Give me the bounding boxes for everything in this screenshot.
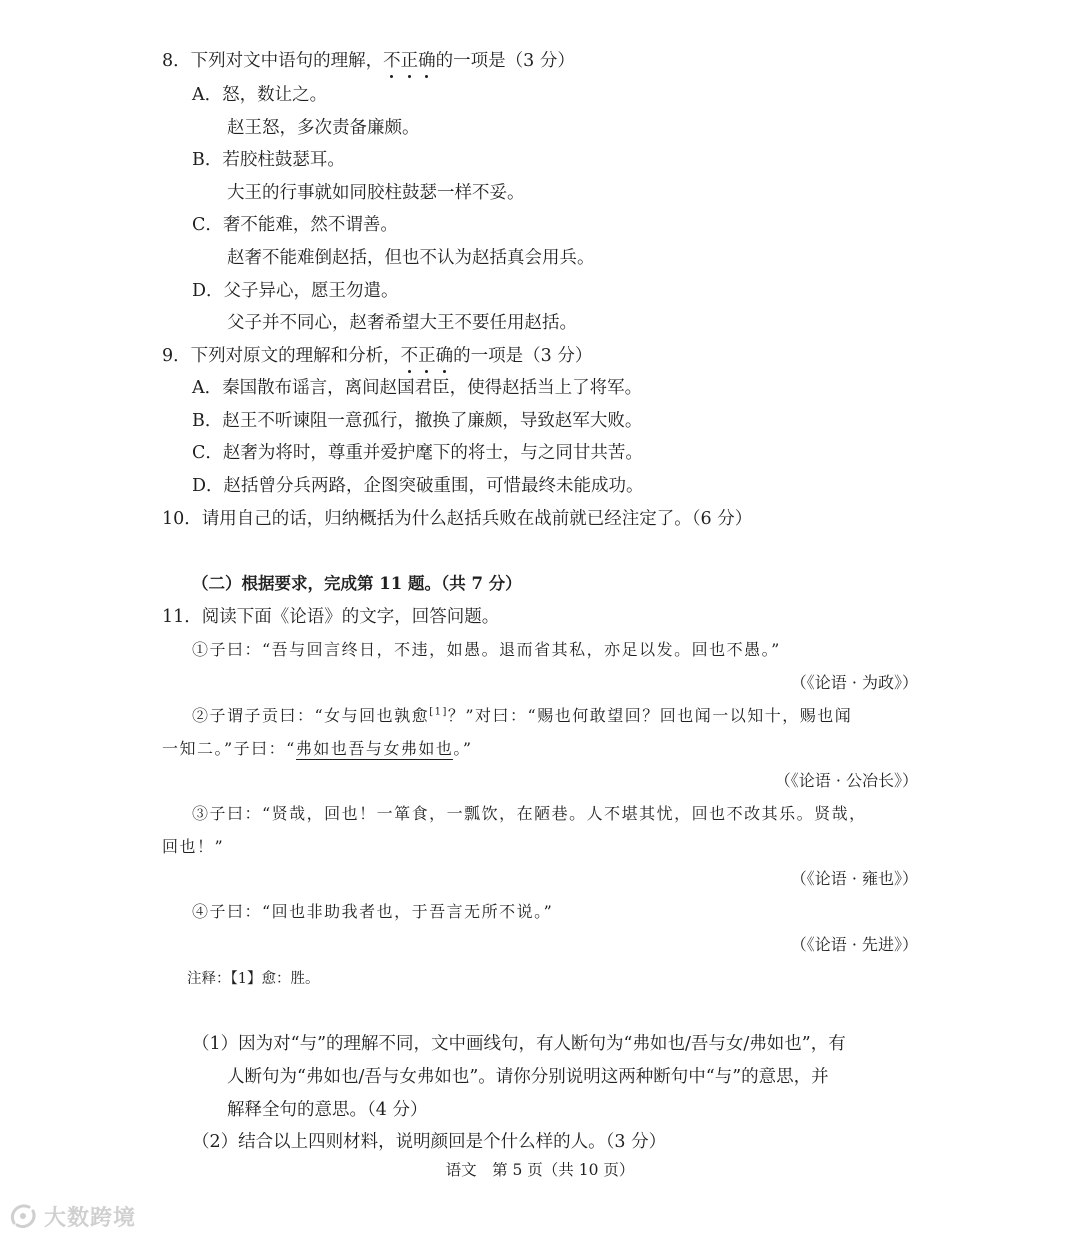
emphasis-dot: 正 [400,51,419,71]
section-heading: （二）根据要求，完成第 11 题。（共 7 分） [192,574,522,593]
footnote: 注释：【1】愈：胜。 [187,971,320,987]
q9-option-b: B．赵王不听谏阻一意孤行，撤换了廉颇，导致赵军大败。 [192,411,643,431]
emphasis-dot: 不 [383,51,401,71]
underlined-sentence: 弗如也吾与女弗如也 [295,739,454,758]
q8-option-a-translation: 赵王怒，多次责备廉颇。 [227,118,420,138]
passage-4-source: （《论语 · 先进》） [790,935,918,954]
emphasis-dot: 确 [435,346,454,366]
passage-2-line-1: ②子谓子贡曰：“女与回也孰愈[1]？”对曰：“赐也何敢望回？回也闻一以知十，赐也闻 [192,706,853,725]
q8-option-d: D．父子异心，愿王勿遣。 [192,281,399,301]
q9-option-d: D．赵括曾分兵两路，企图突破重围，可惜最终未能成功。 [192,476,644,496]
q8-option-c: C．奢不能难，然不谓善。 [192,215,398,235]
emphasis-dot: 正 [418,346,436,366]
q8-option-c-translation: 赵奢不能难倒赵括，但也不认为赵括真会用兵。 [227,248,595,268]
watermark [8,1198,136,1234]
passage-3-source: （《论语 · 雍也》） [790,869,918,888]
q8-option-b: B．若胶柱鼓瑟耳。 [192,150,345,170]
q10-stem: 10．请用自己的话，归纳概括为什么赵括兵败在战前就已经注定了。（6 分） [162,509,753,529]
passage-3-line-1: ③子曰：“贤哉，回也！一箪食，一瓢饮，在陋巷。人不堪其忧，回也不改其乐。贤哉， [192,804,867,823]
q11-sub2: （2）结合以上四则材料，说明颜回是个什么样的人。（3 分） [192,1132,667,1152]
q8-stem: 8．下列对文中语句的理解，不正确的一项是（3 分） [162,51,575,71]
passage-2-line-2: 一知二。”子曰：“弗如也吾与女弗如也。” [162,739,473,758]
passage-4: ④子曰：“回也非助我者也，于吾言无所不说。” [192,902,554,921]
passage-1-source: （《论语 · 为政》） [790,673,918,692]
q9-stem: 9．下列对原文的理解和分析，不正确的一项是（3 分） [162,346,593,366]
passage-2-source: （《论语 · 公冶长》） [774,771,918,790]
q8-option-d-translation: 父子并不同心，赵奢希望大王不要任用赵括。 [227,313,577,333]
footnote-marker: [1] [429,706,448,718]
brand-logo-icon [8,1201,38,1231]
q11-sub1-line-1: （1）因为对“与”的理解不同，文中画线句，有人断句为“弗如也/吾与女/弗如也”，有 [192,1034,846,1054]
q8-option-b-translation: 大王的行事就如同胶柱鼓瑟一样不妥。 [227,183,525,203]
q8-option-a: A．怒，数让之。 [192,85,328,105]
q9-option-a: A．秦国散布谣言，离间赵国君臣，使得赵括当上了将军。 [192,378,643,398]
q11-sub1-line-2: 人断句为“弗如也/吾与女弗如也”。请你分别说明这两种断句中“与”的意思，并 [227,1067,829,1087]
passage-1: ①子曰：“吾与回言终日，不违，如愚。退而省其私，亦足以发。回也不愚。” [192,640,781,659]
watermark-text: 大数跨境 [44,1205,137,1231]
page-footer: 语文 第 5 页（共 10 页） [445,1161,635,1179]
emphasis-dot: 不 [400,346,419,366]
emphasis-dot: 确 [418,51,436,71]
passage-3-line-2: 回也！” [162,837,225,856]
q9-option-c: C．赵奢为将时，尊重并爱护麾下的将士，与之同甘共苦。 [192,443,643,463]
q11-sub1-line-3: 解释全句的意思。（4 分） [227,1100,428,1120]
q11-stem: 11．阅读下面《论语》的文字，回答问题。 [162,607,500,627]
